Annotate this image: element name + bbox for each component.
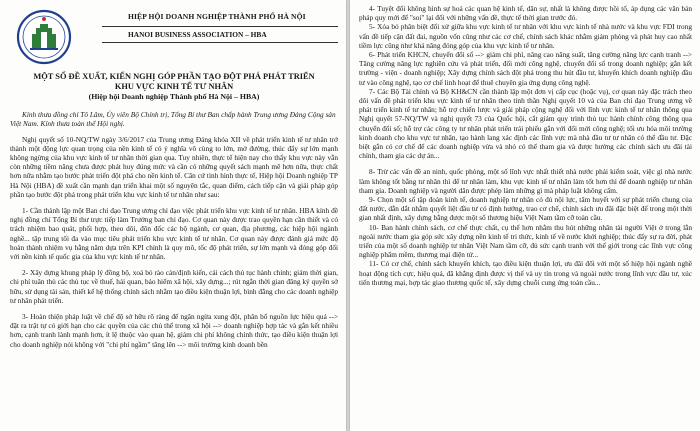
document-page-right — [350, 0, 700, 431]
title-line-2: KHU VỰC KINH TẾ TƯ NHÂN — [114, 82, 234, 91]
paragraph-8: 8- Trừ các vấn đề an ninh, quốc phòng, một số lĩnh vực nhất thiết nhà nước phải kiểm soát, việc gì nhà nước làm không tốt bằng tư nhân thì để tư nhân làm, khu vực kinh tế tư nhân làm tốt hơn thì để doanh nghiệp tư nhân tham gia. Doanh nghiệp và người dân được phép làm những gì mà pháp luật không cấm. — [359, 167, 692, 195]
paragraph-5: 5- Xóa bỏ phân biệt đối xử giữa khu vực kinh tế tư nhân với khu vực kinh tế nhà nước và khu vực FDI trong vấn đề tiếp cận đất đai, nguồn vốn cũng như các cơ chế, chính sách khác nhằm giảm phòng và phát huy cao nhất tiềm lực cũng như khả năng đóng góp của khu vực kinh tế tư nhân. — [359, 22, 692, 50]
paragraph-10: 10- Ban hành chính sách, cơ chế thực chất, cụ thể hơn nhằm thu hút những nhân tài người Việt ở trong lẫn ngoài nước tham gia góp sức xây dựng nền kinh tế tri thức, kinh tế về nước khởi nghiệp; thúc đẩy sự ra đời, phát triển của một số doanh nghiệp tư nhân Việt Nam tầm cỡ, đủ sức cạnh tranh với thế giới trong các lĩnh vực công nghiệp phẩm mềm, thương mại điện tử... — [359, 222, 692, 260]
title-line-1: MỘT SỐ ĐỀ XUẤT, KIẾN NGHỊ GÓP PHẦN TẠO ĐỘT PHÁ PHÁT TRIỂN — [33, 72, 315, 81]
paragraph-intro: Nghị quyết số 10-NQ/TW ngày 3/6/2017 của Trung ương Đảng khóa XII về phát triển kinh tế tư nhân trở thành một động lực quan trọng của nền kinh tế có ý nghĩa vô cùng to lớn, mở đường, thúc đẩy sự lớn mạnh không ngừng của khu vực kinh tế tư nhân thời gian qua. Tuy nhiên, thực tế hiện nay cho thấy khu vực này vẫn còn những tiềm năng chưa được phát huy đúng mức và cần có những quyết sách mạnh mẽ hơn nữa, thực chất hơn nữa nhằm tạo bước phát triển đột phá cho nền kinh tế. Căn cứ tình hình thực tế, Hiệp hội Doanh nghiệp TP Hà Nội (HBA) đề xuất cần mạnh dạn triển khai một số nguyên tắc, quan điểm, cách tiếp cận và giải pháp góp phần tạo bước đột phá trong phát triển khu vực kinh tế tư nhân như sau: — [10, 134, 338, 199]
document-subtitle: (Hiệp hội Doanh nghiệp Thành phố Hà Nội – HBA) — [88, 92, 260, 101]
paragraph-11: 11- Có cơ chế, chính sách khuyến khích, tạo điều kiện thuận lợi, ưu đãi đối với một số hiệp hội ngành nghề hoạt động tích cực, hiệu quả, đã khẳng định được vị thế và uy tín trong và ngoài nước trong lĩnh vực đầu tư, xúc tiến thương mại, hợp tác giao thương quốc tế, xây dựng chuỗi cung ứng toàn cầu... — [359, 259, 692, 287]
paragraph-9: 9- Chọn một số tập đoàn kinh tế, doanh nghiệp tư nhân có đủ nội lực, tâm huyết với sự phát triển chung của đất nước, dẫn dắt nhằm quyết liệt đầu tư có định hướng, trao cơ chế, chính sách ưu đãi đặc biệt để trong một thời gian nhất định, xây dựng bằng được một số thương hiệu Việt Nam tầm cỡ toàn cầu. — [359, 195, 692, 223]
organization-name-vn: HIỆP HỘI DOANH NGHIỆP THÀNH PHỐ HÀ NỘI — [128, 12, 306, 21]
paragraph-6: 6- Phát triển KHCN, chuyển đổi số --> giảm chi phí, nâng cao năng suất, tăng cường năng lực cạnh tranh --> Tăng cường năng lực nghiên cứu và phát triển, đổi mới công nghệ, chuyển đổi số trong doanh nghiệp; gắn kết trường - viện - doanh nghiệp; Xây dựng chính sách đột phá trong thu hút đầu tư, khuyến khích doanh nghiệp đầu tư vào công nghệ, tạo cơ chế linh hoạt để thuê chuyên gia ứng dụng công nghệ. — [359, 50, 692, 87]
header-rule — [102, 42, 338, 43]
paragraph-3: 3- Hoàn thiện pháp luật về chế độ sở hữu rõ ràng để ngăn ngừa xung đột, phân bổ nguồn lực hiệu quả --> đặt ra trật tự có giới hạn cho các quyền của các chủ thể trong xã hội --> doanh nghiệp hợp tác và gắn kết nhiều hơn, cạnh tranh lành mạnh hơn, ít lệ thuộc vào quan hệ, giảm chi phí không chính thức, tạo điều kiện thuận lợi cho doanh nghiệp nói không với "chi phí ngầm" tăng lên --> môi trường kinh doanh bền — [10, 311, 338, 349]
letterhead — [10, 6, 338, 66]
hba-logo-icon — [16, 8, 72, 66]
paragraph-7: 7- Các Bộ Tài chính và Bộ KH&CN cần thành lập một đơn vị cấp cục (hoặc vụ), cơ quan này đặc trách theo dõi vấn đề phát triển khu vực kinh tế tư nhân theo tinh thần Nghị quyết 10 và của Ban chỉ đạo Trung ương về phát triển kinh tế tư nhân; hỗ trợ chiến lược và giải pháp cộng nghệ đối với lĩnh vực kinh tế tư nhân thông qua Nghị quyết 57-NQ/TW và nghị quyết 73 của Quốc hội, cắt giảm quy trình thủ tục hành chính công thông qua chuyển đổi số; hỗ trợ các công ty tư nhân phát triển trải phiếu gắn với đổi mới công nghệ; tối ưu hóa môi trường kinh doanh cho khu vực tư nhân, tạo hành lang xác định các lĩnh vực mà nhà đầu tư tư nhân có thể đầu tư. Đặc biệt gắn có cơ chế để các doanh nghiệp vừa và nhỏ có thể tham gia và được hưởng các chính sách ưu đãi tài chính, tham gia các dự án... — [359, 86, 692, 161]
paragraph-2: 2- Xây dựng khung pháp lý đồng bộ, xoá bỏ rào cản/định kiến, cải cách thủ tục hành chính; giảm thời gian, chi phí tuân thủ các thủ tục về thuế, hải quan, bảo hiểm xã hội, xây dựng...; rút ngắn thời gian đăng ký quyền sở hữu, sử dụng tài sản, thiết kế hệ thống chính sách nhằm tạo điều kiện thuận lợi, bình đẳng cho các doanh nghiệp tư nhân phát triển. — [10, 268, 338, 305]
document-page-left — [0, 0, 346, 431]
paragraph-1: 1- Cần thành lập một Ban chỉ đạo Trung ương chỉ đạo việc phát triển khu vực kinh tế tư nhân. HBA kính đề nghị đồng chí Tổng Bí thư trực tiếp làm Trưởng ban chỉ đạo. Cơ quan này được trao quyền hạn cần thiết và có trách nhiệm bao quát, phối hợp, theo dõi, đôn đốc các bộ ngành, cơ quan, địa phương, các hiệp hội ngành nghề... tập trung tối đa vào mục tiêu phát triển khu vực kinh tế tư nhân. Cơ quan này được đánh giá mức độ hoàn thành nhiệm vụ hằng năm dựa trên KPI chính là quy mô, tốc độ phát triển, sự lớn mạnh và đóng góp đối với nền kinh tế quốc gia của khu vực kinh tế tư nhân. — [10, 205, 338, 261]
header-rule — [102, 26, 338, 27]
document-title — [10, 72, 338, 92]
paragraph-4: 4- Tuyệt đối không hình sự hoá các quan hệ kinh tế, dân sự, nhất là không được hồi tố, áp dụng các văn bản pháp quy mới để "soi" lại đối với những vấn đề, thực tế thời gian trước đó. — [359, 4, 692, 23]
organization-name-en: HANOI BUSINESS ASSOCIATION – HBA — [128, 30, 267, 39]
salutation: Kính thưa đồng chí Tô Lâm, Ủy viên Bộ Chính trị, Tổng Bí thư Ban chấp hành Trung ương Đảng Cộng sản Việt Nam. Kính thưa toàn thể Hội nghị. — [10, 109, 336, 128]
